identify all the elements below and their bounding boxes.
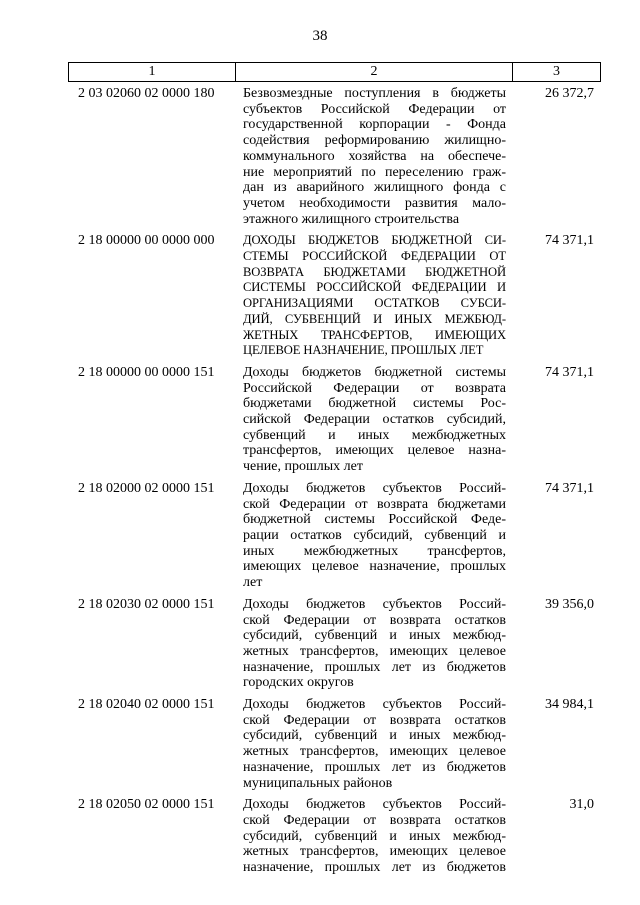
description-line: муниципальных районов [243,775,393,791]
budget-code: 2 18 00000 00 0000 151 [78,364,215,380]
description-line: ДОХОДЫ БЮДЖЕТОВ БЮДЖЕТНОЙ СИ- [243,233,506,248]
description-line: Доходы бюджетов субъектов Россий- [243,797,506,813]
description-line: ЦЕЛЕВОЕ НАЗНАЧЕНИЕ, ПРОШЛЫХ ЛЕТ [243,343,484,358]
row-description [243,481,506,591]
table-row [68,597,601,691]
column-header-1: 1 [69,63,236,81]
column-header-3: 3 [553,64,560,79]
description-line: ской Федерации от возврата бюджетами [243,496,506,512]
description-line: коммунального хозяйства на обеспече- [243,148,506,164]
description-line: чение, прошлых лет [243,459,363,475]
description-line: бюджетами бюджетной системы Рос- [243,396,506,412]
description-line: Доходы бюджетов субъектов Россий- [243,697,506,713]
description-line: субъектов Российской Федерации от [243,101,506,117]
description-line: субсидий, субвенций и иных межбюд- [243,728,506,744]
amount: 39 356,0 [545,596,594,612]
description-line: сийской Федерации остатков субсидий, [243,412,506,428]
budget-code: 2 18 02040 02 0000 151 [78,697,215,713]
budget-code: 2 03 02060 02 0000 180 [78,86,215,101]
description-line: ской Федерации от возврата остатков [243,612,506,628]
amount: 74 371,1 [545,233,594,249]
description-line: иных межбюджетных трансфертов, [243,543,506,559]
description-line: имеющих целевое назначение, прошлых [243,559,506,575]
table-row [68,86,601,227]
description-line: субвенций и иных межбюджетных [243,427,506,443]
row-description [243,365,506,475]
amount: 74 371,1 [545,480,594,496]
amount: 34 984,1 [545,697,594,713]
amount: 31,0 [569,797,594,813]
description-line: СТЕМЫ РОССИЙСКОЙ ФЕДЕРАЦИИ ОТ [243,249,506,264]
budget-code: 2 18 02000 02 0000 151 [78,480,215,496]
description-line: жетных трансфертов, имеющих целевое [243,643,506,659]
description-line: рации остатков субсидий, субвенций и [243,527,506,543]
row-description [243,86,506,227]
amount: 26 372,7 [545,86,594,101]
budget-code: 2 18 02050 02 0000 151 [78,797,215,813]
description-line: лет [243,575,263,591]
table-body [68,86,601,882]
description-line: Российской Федерации от возврата [243,380,506,396]
description-line: государственной корпорации - Фонда [243,117,506,133]
description-line: дан из аварийного жилищного фонда с [243,180,506,196]
description-line: назначение, прошлых лет из бюджетов [243,659,506,675]
description-line: жетных трансфертов, имеющих целевое [243,744,506,760]
description-line: этажного жилищного строительства [243,211,460,227]
description-line: назначение, прошлых лет из бюджетов [243,759,506,775]
row-description [243,233,506,359]
table-row [68,481,601,591]
description-line: бюджетной системы Российской Феде- [243,512,506,528]
amount: 74 371,1 [545,364,594,380]
row-description [243,797,506,876]
description-line: назначение, прошлых лет из бюджетов [243,860,506,876]
description-line: ДИЙ, СУБВЕНЦИЙ И ИНЫХ МЕЖБЮД- [243,311,506,326]
description-line: Доходы бюджетов бюджетной системы [243,364,506,380]
description-line: учетом необходимости развития мало- [243,195,506,211]
description-line: субсидий, субвенций и иных межбюд- [243,828,506,844]
description-line: ЖЕТНЫХ ТРАНСФЕРТОВ, ИМЕЮЩИХ [243,327,506,342]
description-line: ВОЗВРАТА БЮДЖЕТАМИ БЮДЖЕТНОЙ [243,264,506,279]
table-header [68,62,601,82]
description-line: субсидий, субвенций и иных межбюд- [243,628,506,644]
description-line: жетных трансфертов, имеющих целевое [243,844,506,860]
description-line: Доходы бюджетов субъектов Россий- [243,596,506,612]
description-line: ОРГАНИЗАЦИЯМИ ОСТАТКОВ СУБСИ- [243,296,506,311]
description-line: Безвозмездные поступления в бюджеты [243,86,506,101]
table-row [68,797,601,876]
budget-code: 2 18 00000 00 0000 000 [78,233,215,249]
description-line: Доходы бюджетов субъектов Россий- [243,480,506,496]
description-line: СИСТЕМЫ РОССИЙСКОЙ ФЕДЕРАЦИИ И [243,280,506,295]
column-header-2: 2 [236,63,513,81]
table-row [68,233,601,359]
row-description [243,697,506,791]
page-number: 38 [312,28,328,44]
table-row [68,365,601,475]
table-row [68,697,601,791]
description-line: трансфертов, имеющих целевое назна- [243,443,506,459]
description-line: городских округов [243,675,354,691]
description-line: ние мероприятий по переселению граж- [243,164,506,180]
description-line: ской Федерации от возврата остатков [243,712,506,728]
row-description [243,597,506,691]
description-line: содействия реформированию жилищно- [243,133,506,149]
budget-code: 2 18 02030 02 0000 151 [78,596,215,612]
description-line: ской Федерации от возврата остатков [243,812,506,828]
